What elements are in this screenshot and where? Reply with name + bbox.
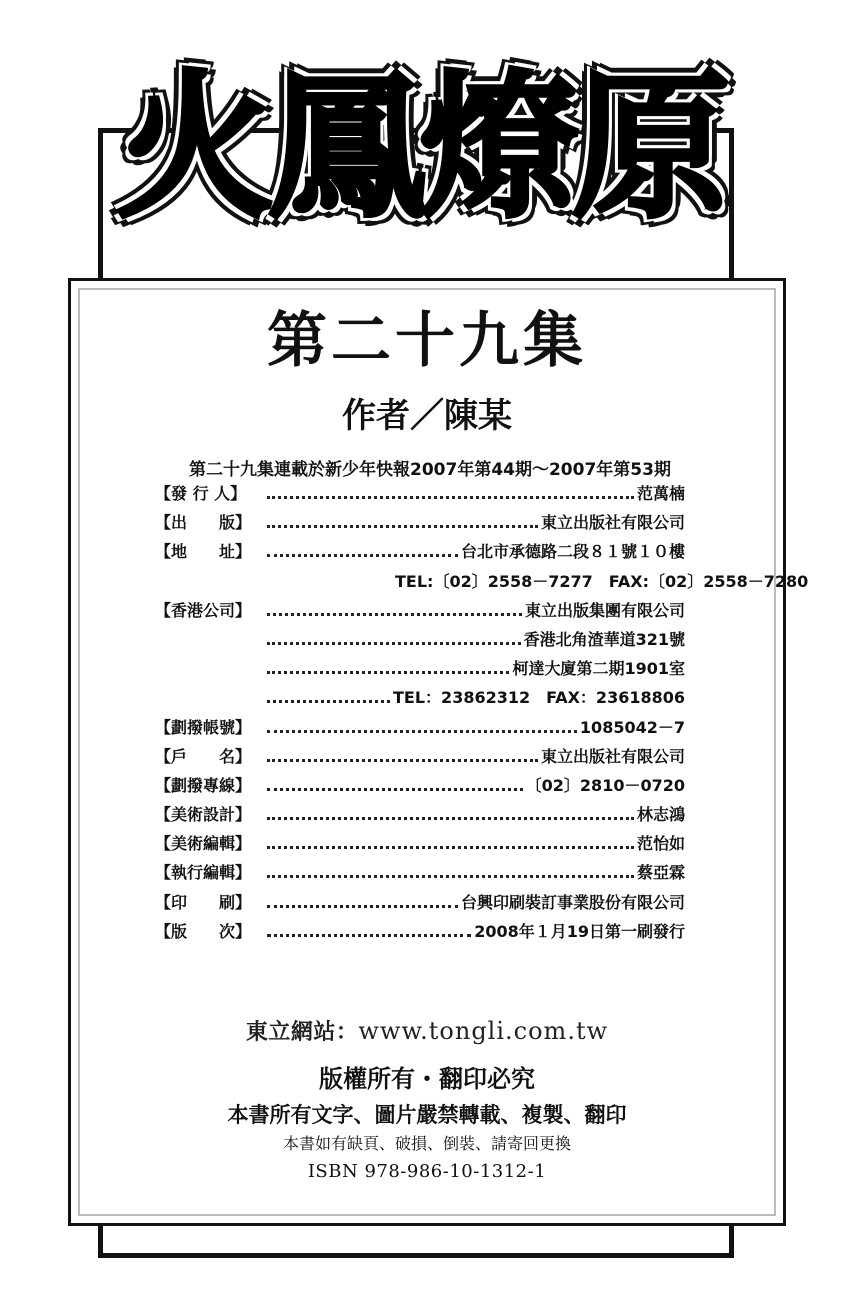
info-row bbox=[155, 831, 685, 860]
info-row-label: 【香港公司】 bbox=[155, 600, 252, 620]
website-url: www.tongli.com.tw bbox=[358, 1017, 609, 1045]
dot-leader bbox=[267, 700, 390, 703]
info-row-label: 【版 次】 bbox=[155, 921, 252, 941]
info-row bbox=[155, 510, 685, 539]
info-row-label: 【劃撥專線】 bbox=[155, 775, 252, 795]
info-row-value: 東立出版社有限公司 bbox=[540, 513, 685, 533]
dot-leader bbox=[267, 846, 634, 849]
dot-leader bbox=[267, 788, 523, 791]
info-row-value: 蔡亞霖 bbox=[636, 863, 685, 883]
info-row-value: 東立出版社有限公司 bbox=[540, 746, 685, 766]
copyright-notice: 版權所有・翻印必究 bbox=[319, 1064, 535, 1093]
info-row-value: TEL：23862312 FAX：23618806 bbox=[393, 688, 685, 708]
info-row-label: 【劃撥帳號】 bbox=[155, 717, 252, 737]
info-row-label: 【地 址】 bbox=[155, 542, 252, 562]
dot-leader bbox=[267, 759, 538, 762]
info-row-value: 1085042－7 bbox=[579, 717, 685, 737]
dot-leader bbox=[267, 934, 471, 937]
dot-leader bbox=[267, 905, 458, 908]
dot-leader bbox=[267, 730, 577, 733]
info-row-value: 台北市承德路二段８１號１０樓 bbox=[460, 542, 685, 562]
info-row bbox=[155, 481, 685, 510]
colophon-panel bbox=[68, 278, 809, 1226]
info-row bbox=[155, 919, 685, 948]
dot-leader bbox=[267, 817, 634, 820]
info-row-label: 【出 版】 bbox=[155, 513, 252, 533]
author-line: 作者／陳某 bbox=[342, 396, 512, 436]
info-row-value: 林志鴻 bbox=[636, 805, 685, 825]
dot-leader bbox=[267, 875, 634, 878]
info-row-value: 東立出版集團有限公司 bbox=[524, 600, 685, 620]
website-line bbox=[71, 1015, 783, 1046]
volume-title: 第二十九集 bbox=[267, 306, 587, 376]
series-title-logo bbox=[80, 28, 760, 268]
dot-leader bbox=[267, 554, 458, 557]
info-row-label: 【發 行 人】 bbox=[155, 484, 247, 503]
info-row bbox=[155, 569, 809, 598]
info-row-label: 【美術設計】 bbox=[155, 805, 252, 825]
info-row bbox=[155, 744, 685, 773]
serialization-note: 第二十九集連載於新少年快報2007年第44期～2007年第53期 bbox=[189, 460, 671, 480]
publication-info-list bbox=[155, 481, 809, 948]
series-title-text: 火鳳燎原 bbox=[116, 56, 724, 240]
dot-leader bbox=[267, 613, 522, 616]
dot-leader bbox=[267, 496, 634, 499]
info-row bbox=[155, 598, 685, 627]
return-notice: 本書如有缺頁、破損、倒裝、請寄回更換 bbox=[282, 1134, 571, 1153]
info-row bbox=[155, 715, 685, 744]
info-row bbox=[155, 860, 685, 889]
info-row-label: 【美術編輯】 bbox=[155, 834, 252, 854]
dot-leader bbox=[267, 642, 521, 645]
info-row-value: 范萬楠 bbox=[636, 484, 685, 503]
info-row-value: 范怡如 bbox=[636, 834, 685, 854]
info-row bbox=[155, 656, 685, 685]
website-label: 東立網站： bbox=[245, 1020, 359, 1045]
info-row-value: 〔02〕2810－0720 bbox=[525, 775, 685, 795]
reproduction-notice: 本書所有文字、圖片嚴禁轉載、複製、翻印 bbox=[227, 1102, 627, 1127]
info-row bbox=[155, 890, 685, 919]
info-row-label: 【執行編輯】 bbox=[155, 863, 252, 883]
isbn: ISBN 978-986-10-1312-1 bbox=[307, 1161, 547, 1182]
info-row-label: 【戶 名】 bbox=[155, 746, 252, 766]
info-row bbox=[155, 685, 685, 714]
info-row-value: TEL:〔02〕2558－7277 FAX:〔02〕2558－7280 bbox=[395, 571, 809, 591]
info-row-label: 【印 刷】 bbox=[155, 892, 252, 912]
info-row-value: 2008年１月19日第一刷發行 bbox=[474, 921, 685, 941]
dot-leader bbox=[267, 671, 509, 674]
info-row bbox=[155, 539, 685, 568]
info-row bbox=[155, 802, 685, 831]
info-row-value: 台興印刷裝訂事業股份有限公司 bbox=[460, 892, 685, 912]
dot-leader bbox=[267, 525, 538, 528]
info-row bbox=[155, 627, 685, 656]
info-row bbox=[155, 773, 685, 802]
info-row-value: 柯達大廈第二期1901室 bbox=[512, 659, 685, 679]
bottom-frame-bar bbox=[98, 1226, 734, 1258]
info-row-value: 香港北角渣華道321號 bbox=[523, 629, 685, 649]
